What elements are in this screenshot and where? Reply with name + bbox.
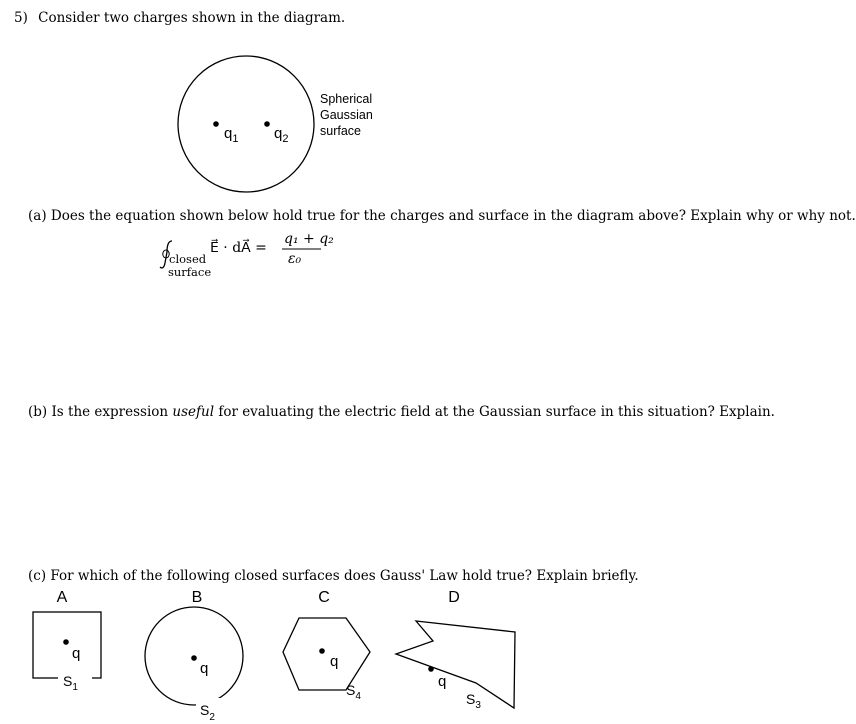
question-prompt: Consider two charges shown in the diagram. bbox=[38, 10, 346, 26]
surface-c-charge: q bbox=[330, 653, 339, 670]
charge2-label: $q_2$ bbox=[274, 125, 289, 145]
surface-d-charge: q bbox=[438, 673, 447, 690]
surface-c-label: $S_4$ bbox=[346, 682, 361, 702]
integral-subscript-surface: surface bbox=[168, 265, 212, 279]
question-number: 5) bbox=[14, 10, 28, 26]
surface-a-label: $S_1$ bbox=[63, 673, 78, 693]
surface-label-line2: Gaussian bbox=[320, 108, 373, 122]
charge1-label: $q_1$ bbox=[224, 125, 239, 145]
surface-b-charge: q bbox=[200, 660, 209, 677]
equation-integrand: E⃗ · dA⃗ = bbox=[210, 240, 267, 256]
surface-a-charge: q bbox=[72, 645, 81, 662]
surface-d-charge-dot bbox=[428, 666, 434, 672]
charge1-dot bbox=[213, 121, 219, 127]
integral-subscript-closed: closed bbox=[169, 252, 207, 266]
surface-b-label: $S_2$ bbox=[200, 702, 215, 723]
part-a-text: (a) Does the equation shown below hold true for the charges and surface in the diagram above? Explain why or why not. bbox=[28, 208, 856, 224]
equation-denominator: ε₀ bbox=[288, 251, 302, 267]
charge2-dot bbox=[264, 121, 270, 127]
surface-c-hexagon bbox=[283, 618, 370, 690]
surface-a-charge-dot bbox=[63, 639, 69, 645]
equation-numerator: q₁ + q₂ bbox=[284, 231, 334, 247]
surface-label-line1: Spherical bbox=[320, 92, 373, 106]
surface-c-charge-dot bbox=[319, 648, 325, 654]
surface-d-label: $S_3$ bbox=[466, 691, 481, 711]
part-b-emphasis: useful bbox=[172, 404, 215, 420]
surface-a-square bbox=[33, 612, 101, 678]
surface-letter-a: A bbox=[56, 589, 68, 606]
surface-letter-c: C bbox=[318, 589, 330, 606]
surface-letter-b: B bbox=[191, 589, 203, 606]
gaussian-sphere bbox=[178, 56, 314, 192]
part-c-text: (c) For which of the following closed surfaces does Gauss' Law hold true? Explain briefly. bbox=[28, 568, 639, 584]
surface-b-charge-dot bbox=[191, 655, 197, 661]
surface-label-line3: surface bbox=[320, 124, 361, 138]
part-b-text: (b) Is the expression useful for evaluating the electric field at the Gaussian surface in this situation? Explain. bbox=[28, 404, 775, 420]
surface-letter-d: D bbox=[448, 589, 460, 606]
surface-d-polygon bbox=[396, 621, 515, 708]
